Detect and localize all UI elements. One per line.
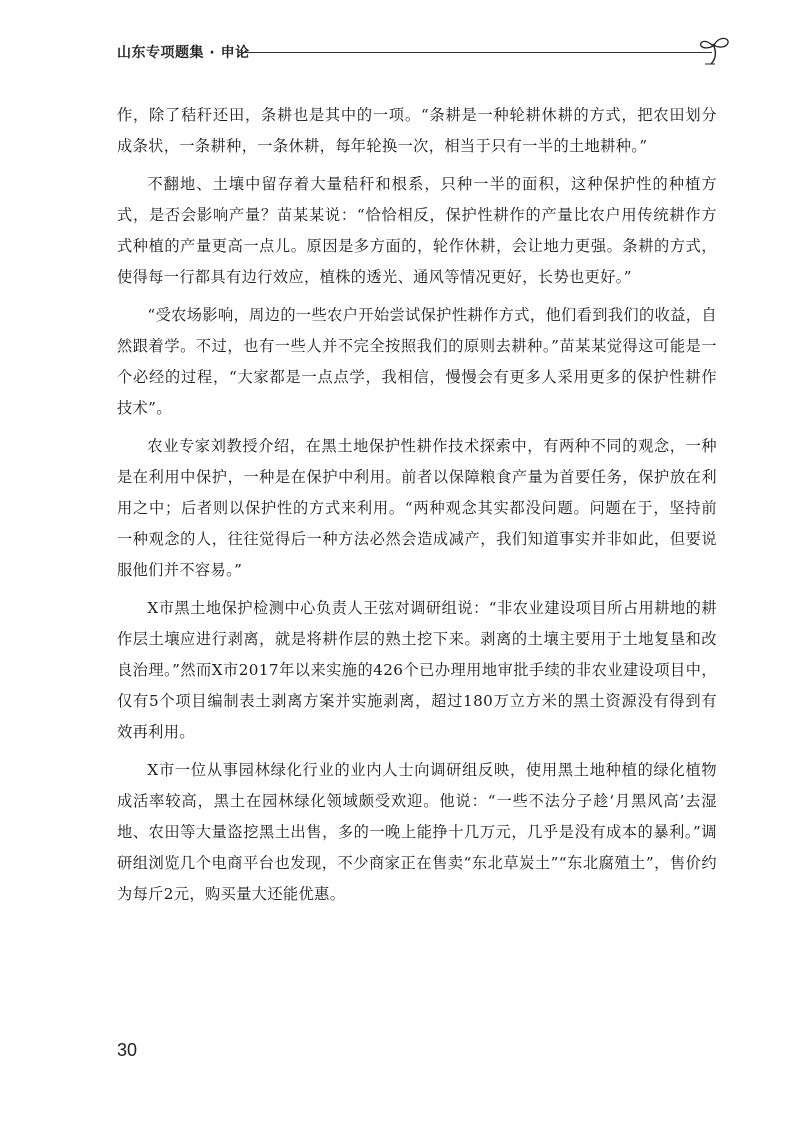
- running-header: [117, 34, 727, 66]
- paragraph: 作，除了秸秆还田，条耕也是其中的一项。“条耕是一种轮耕休耕的方式，把农田划分成条状，一条耕种，一条休耕，每年轮换一次，相当于只有一半的土地耕种。”: [117, 106, 717, 155]
- header-title: 山东专项题集 · 申论: [117, 45, 250, 61]
- paragraph: X市黑土地保护检测中心负责人王弦对调研组说：“非农业建设项目所占用耕地的耕作层土壤应进行剥离，就是将耕作层的熟土挖下来。剥离的土壤主要用于土地复垦和改良治理。”然而X市2017年以来实施的426个已办理用地审批手续的非农业建设项目中，仅有5个项目编制表土剥离方案并实施剥离，超过180万立方米的黑土资源没有得到有效再利用。: [117, 599, 717, 741]
- paragraph: 不翻地、土壤中留存着大量秸秆和根系，只种一半的面积，这种保护性的种植方式，是否会影响产量？苗某某说：“恰恰相反，保护性耕作的产量比农户用传统耕作方式种植的产量更高一点儿。原因是多方面的，轮作休耕，会让地力更强。条耕的方式，使得每一行都具有边行效应，植株的透光、通风等情况更好，长势也更好。”: [117, 175, 717, 286]
- paragraph: X市一位从事园林绿化行业的业内人士向调研组反映，使用黑土地种植的绿化植物成活率较高，黑土在园林绿化领域颇受欢迎。他说：“一些不法分子趁‘月黑风高’去湿地、农田等大量盗挖黑土出售，多的一晚上能挣十几万元，几乎是没有成本的暴利。”调研组浏览几个电商平台也发现，不少商家正在售卖“东北草炭土”“东北腐殖土”，售价约为每斤2元，购买量大还能优惠。: [117, 761, 717, 903]
- header-rule: [239, 52, 712, 53]
- paragraph: “受农场影响，周边的一些农户开始尝试保护性耕作方式，他们看到我们的收益，自然跟着学。不过，也有一些人并不完全按照我们的原则去耕种。”苗某某觉得这可能是一个必经的过程，“大家都是一点点学，我相信，慢慢会有更多人采用更多的保护性耕作技术”。: [117, 306, 717, 417]
- sprout-icon: [695, 34, 735, 66]
- body-text: [117, 100, 717, 917]
- page-number: 30: [117, 1040, 138, 1060]
- paragraph: 农业专家刘教授介绍，在黑土地保护性耕作技术探索中，有两种不同的观念，一种是在利用中保护，一种是在保护中利用。前者以保障粮食产量为首要任务，保护放在利用之中；后者则以保护性的方式来利用。“两种观念其实都没问题。问题在于，坚持前一种观念的人，往往觉得后一种方法必然会造成减产，我们知道事实并非如此，但要说服他们并不容易。”: [117, 437, 717, 579]
